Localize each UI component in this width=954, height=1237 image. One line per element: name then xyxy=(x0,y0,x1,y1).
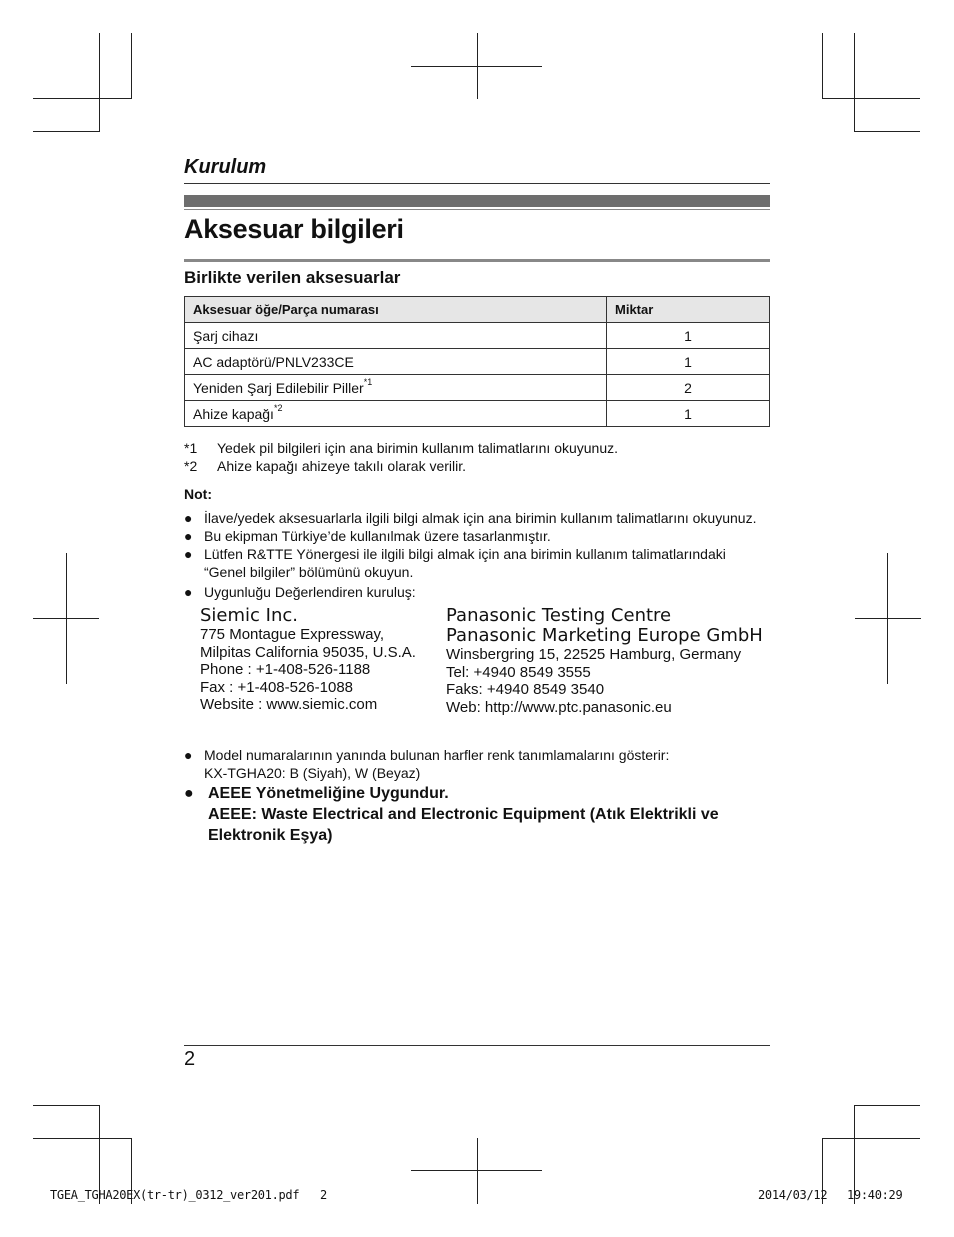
footnote-text: Ahize kapağı ahizeye takılı olarak verilir. xyxy=(217,458,467,474)
note-text: Lütfen R&TTE Yönergesi ile ilgili bilgi almak için ana birimin kullanım talimatlarındaki xyxy=(204,546,726,562)
print-page: 2 xyxy=(320,1188,327,1202)
column-header-quantity: Miktar xyxy=(607,297,770,323)
item-name: Şarj cihazı xyxy=(193,327,259,344)
address-line: 775 Montague Expressway, xyxy=(200,626,384,643)
crop-mark xyxy=(33,1138,131,1139)
address-line: Fax : +1-408-526-1088 xyxy=(200,678,354,696)
bullet-icon: ● xyxy=(184,747,193,763)
table-row xyxy=(185,401,770,427)
bullet-icon: ● xyxy=(184,584,193,600)
address-line: Web: http://www.ptc.panasonic.eu xyxy=(446,698,672,716)
company-name: Panasonic Testing Centre xyxy=(446,605,672,626)
item-name: Yeniden Şarj Edilebilir Piller xyxy=(193,379,364,396)
bullet-icon: ● xyxy=(184,528,193,544)
page-number: 2 xyxy=(184,1048,196,1070)
crop-mark xyxy=(855,618,921,619)
table-cell-quantity: 1 xyxy=(607,323,770,349)
note-item xyxy=(184,509,784,527)
footnote-key: *1 xyxy=(184,440,198,456)
crop-mark xyxy=(411,1170,542,1171)
crop-mark xyxy=(822,1138,920,1139)
page-title: Aksesuar bilgileri xyxy=(184,214,404,244)
footnote-ref: *2 xyxy=(273,402,283,413)
table-cell-item xyxy=(185,401,607,427)
title-bar-underline xyxy=(184,209,770,210)
footnote-key: *2 xyxy=(184,458,198,474)
footnote-text: Yedek pil bilgileri için ana birimin kullanım talimatlarını okuyunuz. xyxy=(217,440,619,456)
print-file-name: TGEA_TGHA20EX(tr-tr)_0312_ver201.pdf xyxy=(50,1188,300,1202)
table-cell-item xyxy=(185,349,607,375)
crop-mark xyxy=(822,98,920,99)
footnote-ref: *1 xyxy=(363,376,373,387)
address-line: Phone : +1-408-526-1188 xyxy=(200,661,371,678)
table-header-row xyxy=(185,297,770,323)
table-cell-item xyxy=(185,323,607,349)
title-divider xyxy=(184,259,770,262)
model-note xyxy=(184,746,784,782)
note-text: Bu ekipman Türkiye’de kullanılmak üzere tasarlanmıştır. xyxy=(204,528,551,544)
crop-mark xyxy=(411,66,542,67)
address-left xyxy=(200,606,416,714)
aeee-text: Elektronik Eşya) xyxy=(208,827,333,844)
crop-mark xyxy=(33,98,131,99)
address-line: Faks: +4940 8549 3540 xyxy=(446,681,605,698)
crop-mark xyxy=(822,33,823,99)
column-header-item: Aksesuar öğe/Parça numarası xyxy=(185,297,607,323)
aeee-text: AEEE: Waste Electrical and Electronic Equipment (Atık Elektrikli ve xyxy=(208,806,719,823)
company-name: Siemic Inc. xyxy=(200,605,298,626)
table-cell-quantity: 1 xyxy=(607,349,770,375)
footer-divider xyxy=(184,1045,770,1046)
header-divider xyxy=(184,183,770,184)
note-heading: Not: xyxy=(184,486,212,502)
address-line: Winsbergring 15, 22525 Hamburg, Germany xyxy=(446,646,742,663)
bullet-icon: ● xyxy=(184,785,194,802)
address-line: Website : www.siemic.com xyxy=(200,696,378,713)
bullet-icon: ● xyxy=(184,546,193,562)
crop-mark xyxy=(477,1138,478,1204)
table-cell-item xyxy=(185,375,607,401)
table-row xyxy=(185,323,770,349)
note-text: Uygunluğu Değerlendiren kuruluş: xyxy=(204,584,416,600)
note-text: KX-TGHA20: B (Siyah), W (Beyaz) xyxy=(204,765,421,781)
bullet-icon: ● xyxy=(184,510,193,526)
table-cell-quantity: 1 xyxy=(607,401,770,427)
crop-mark xyxy=(854,1105,920,1106)
note-text: “Genel bilgiler” bölümünü okuyun. xyxy=(204,564,414,580)
crop-mark xyxy=(99,33,100,132)
aeee-note xyxy=(184,783,784,846)
note-text: İlave/yedek aksesuarlarla ilgili bilgi almak için ana birimin kullanım talimatlarını okuyunuz. xyxy=(204,510,757,526)
crop-mark xyxy=(854,131,920,132)
address-line: Milpitas California 95035, U.S.A. xyxy=(200,643,416,661)
aeee-text: AEEE Yönetmeliğine Uygundur. xyxy=(208,785,449,802)
note-item xyxy=(184,527,784,545)
crop-mark xyxy=(854,33,855,132)
address-line: Tel: +4940 8549 3555 xyxy=(446,663,591,681)
footnote xyxy=(184,440,618,456)
item-name: Ahize kapağı xyxy=(193,405,274,422)
note-item xyxy=(184,545,784,581)
accessory-table xyxy=(184,296,770,427)
company-name: Panasonic Marketing Europe GmbH xyxy=(446,625,763,646)
section-subtitle: Birlikte verilen aksesuarlar xyxy=(184,268,401,287)
crop-mark xyxy=(131,33,132,99)
table-cell-quantity: 2 xyxy=(607,375,770,401)
address-right xyxy=(446,606,763,716)
section-label: Kurulum xyxy=(184,156,267,178)
title-bar xyxy=(184,195,770,207)
note-item xyxy=(184,583,784,601)
crop-mark xyxy=(33,618,99,619)
item-name: AC adaptörü/PNLV233CE xyxy=(193,353,354,370)
footnote xyxy=(184,458,466,474)
print-time: 19:40:29 xyxy=(847,1188,903,1202)
crop-mark xyxy=(33,1105,99,1106)
print-date: 2014/03/12 xyxy=(758,1188,828,1202)
note-text: Model numaralarının yanında bulunan harfler renk tanımlamalarını gösterir: xyxy=(204,747,670,763)
table-row xyxy=(185,375,770,401)
table-row xyxy=(185,349,770,375)
crop-mark xyxy=(33,131,99,132)
